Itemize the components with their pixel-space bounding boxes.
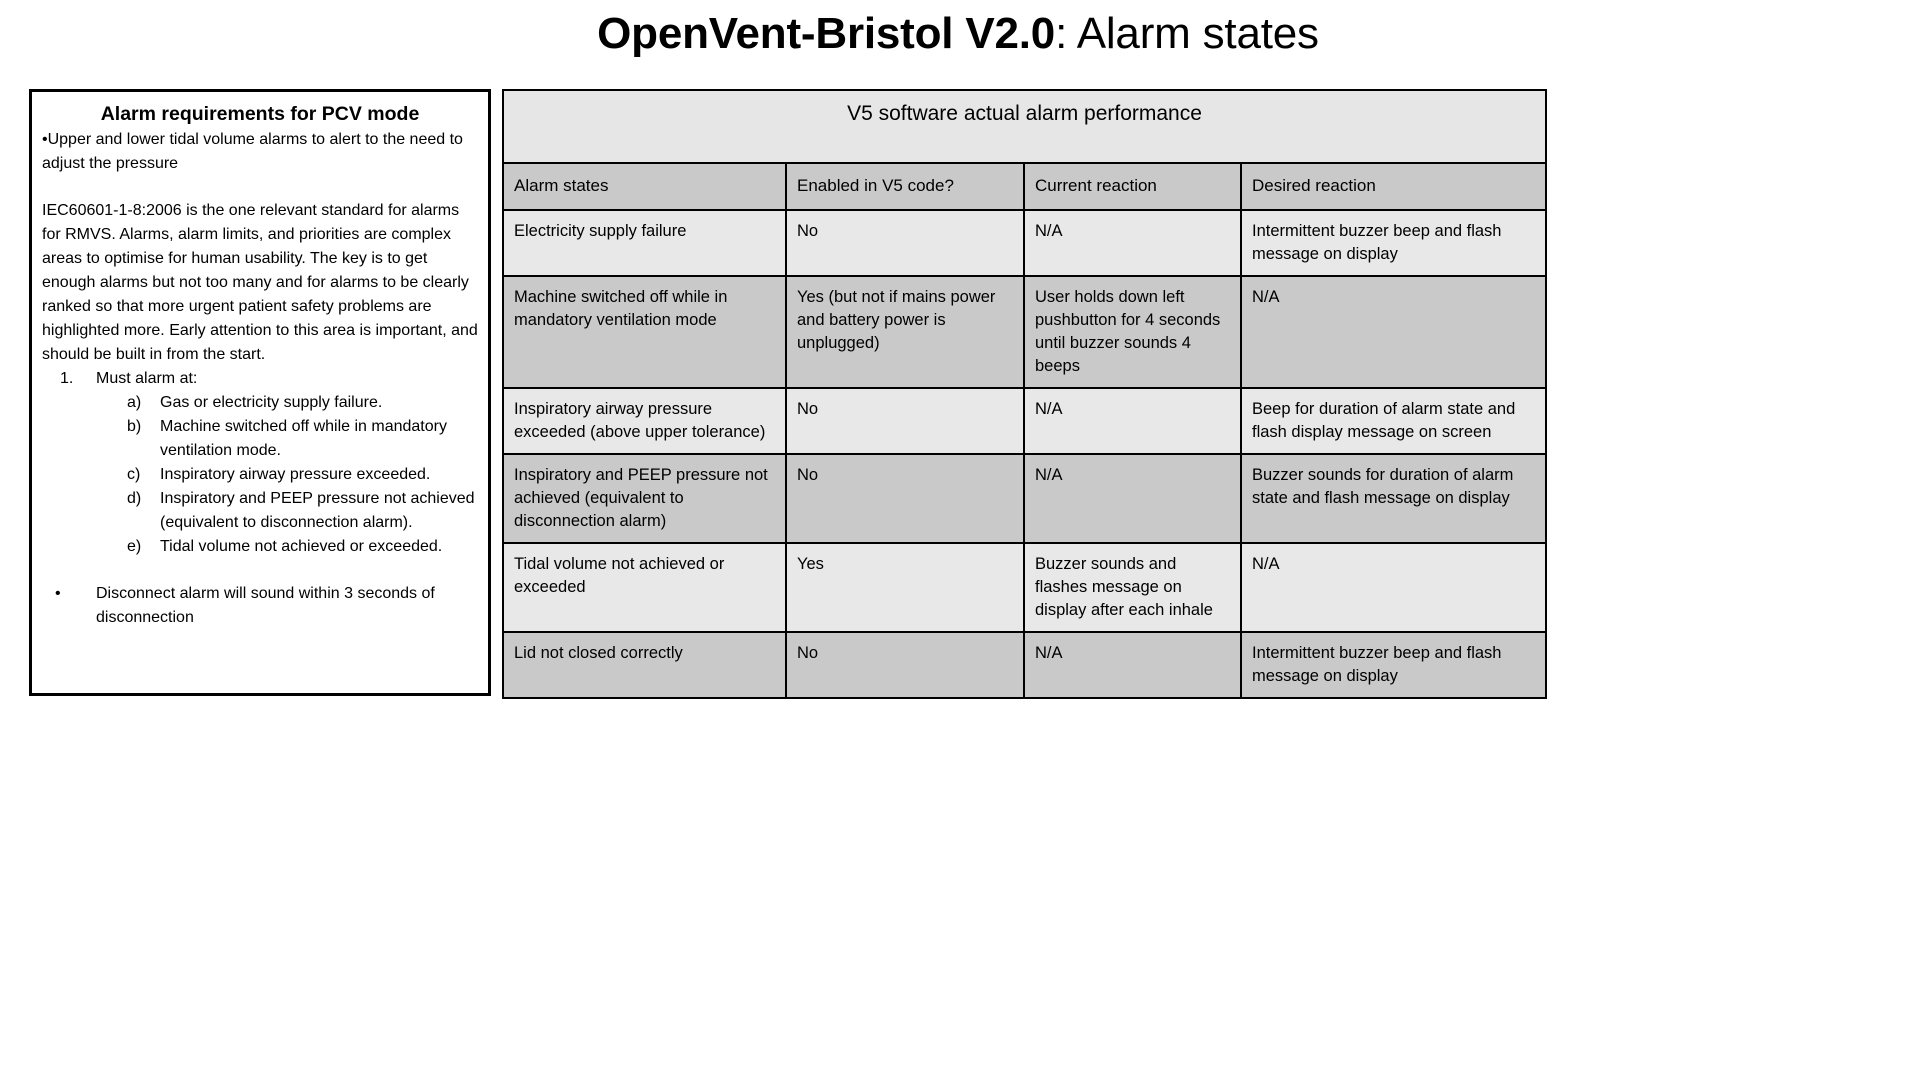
cell-enabled: No [786, 632, 1024, 698]
table-row [503, 543, 1546, 632]
cell-alarm-state: Inspiratory airway pressure exceeded (above upper tolerance) [503, 388, 786, 454]
cell-desired-reaction: Intermittent buzzer beep and flash message on display [1241, 210, 1546, 276]
column-header-desired-reaction: Desired reaction [1241, 163, 1546, 210]
cell-desired-reaction: Beep for duration of alarm state and flash display message on screen [1241, 388, 1546, 454]
list-item [42, 391, 478, 415]
cell-desired-reaction: Intermittent buzzer beep and flash message on display [1241, 632, 1546, 698]
cell-enabled: Yes (but not if mains power and battery power is unplugged) [786, 276, 1024, 388]
panel-final-bullet [42, 582, 478, 630]
list-item [42, 415, 478, 463]
panel-heading: Alarm requirements for PCV mode [100, 103, 420, 125]
list-item-label: Tidal volume not achieved or exceeded. [160, 538, 443, 555]
list-marker: a) [127, 394, 142, 411]
panel-paragraph: IEC60601-1-8:2006 is the one relevant standard for alarms for RMVS. Alarms, alarm limits, and priorities are complex areas to optimise for human usability. The key is to get enough alarms but not too many and for alarms to be clearly ranked so that more urgent patient safety problems are highlighted more. Early attention to this area is important, and should be built in from the start. [42, 202, 478, 363]
cell-alarm-state: Tidal volume not achieved or exceeded [503, 543, 786, 632]
table-title: V5 software actual alarm performance [503, 90, 1546, 163]
panel-spacer-2 [42, 559, 478, 582]
cell-current-reaction: Buzzer sounds and flashes message on display after each inhale [1024, 543, 1241, 632]
list-marker: 1. [60, 370, 74, 387]
cell-enabled: No [786, 454, 1024, 543]
bullet-label: Disconnect alarm will sound within 3 seconds of disconnection [96, 585, 435, 626]
cell-alarm-state: Lid not closed correctly [503, 632, 786, 698]
list-marker: d) [127, 490, 142, 507]
cell-current-reaction: User holds down left pushbutton for 4 seconds until buzzer sounds 4 beeps [1024, 276, 1241, 388]
cell-desired-reaction: Buzzer sounds for duration of alarm state and flash message on display [1241, 454, 1546, 543]
table-header-row [503, 163, 1546, 210]
cell-enabled: No [786, 388, 1024, 454]
list-marker: c) [127, 466, 141, 483]
panel-alpha-list [42, 391, 478, 559]
list-marker: e) [127, 538, 142, 555]
column-header-alarm-states: Alarm states [503, 163, 786, 210]
cell-desired-reaction: N/A [1241, 543, 1546, 632]
cell-enabled: No [786, 210, 1024, 276]
bullet-marker: • [55, 585, 61, 602]
list-item [42, 535, 478, 559]
panel-spacer [42, 176, 478, 199]
table-title-row [503, 90, 1546, 163]
list-item-label: Inspiratory airway pressure exceeded. [160, 466, 431, 483]
page-title-normal: : Alarm states [1055, 9, 1319, 58]
list-item-label: Must alarm at: [96, 370, 198, 387]
table-row [503, 388, 1546, 454]
alarm-performance-table [502, 89, 1547, 699]
panel-numbered-list [42, 367, 478, 391]
cell-alarm-state: Machine switched off while in mandatory ventilation mode [503, 276, 786, 388]
panel-intro-bullet: •Upper and lower tidal volume alarms to alert to the need to adjust the pressure [42, 131, 463, 172]
column-header-enabled: Enabled in V5 code? [786, 163, 1024, 210]
table-row [503, 632, 1546, 698]
cell-current-reaction: N/A [1024, 388, 1241, 454]
list-item-label: Inspiratory and PEEP pressure not achieved (equivalent to disconnection alarm). [160, 490, 475, 531]
table-row [503, 454, 1546, 543]
list-marker: b) [127, 418, 142, 435]
list-item-label: Gas or electricity supply failure. [160, 394, 383, 411]
list-item [42, 487, 478, 535]
list-item-label: Machine switched off while in mandatory ventilation mode. [160, 418, 447, 459]
page-title-bold: OpenVent-Bristol V2.0 [597, 9, 1056, 58]
cell-enabled: Yes [786, 543, 1024, 632]
page-title [0, 8, 1916, 60]
cell-current-reaction: N/A [1024, 454, 1241, 543]
alarm-requirements-panel [29, 89, 491, 696]
list-item [42, 463, 478, 487]
cell-desired-reaction: N/A [1241, 276, 1546, 388]
table-row [503, 276, 1546, 388]
cell-current-reaction: N/A [1024, 632, 1241, 698]
column-header-current-reaction: Current reaction [1024, 163, 1241, 210]
cell-alarm-state: Inspiratory and PEEP pressure not achieved (equivalent to disconnection alarm) [503, 454, 786, 543]
cell-current-reaction: N/A [1024, 210, 1241, 276]
list-item [42, 367, 478, 391]
cell-alarm-state: Electricity supply failure [503, 210, 786, 276]
table-row [503, 210, 1546, 276]
